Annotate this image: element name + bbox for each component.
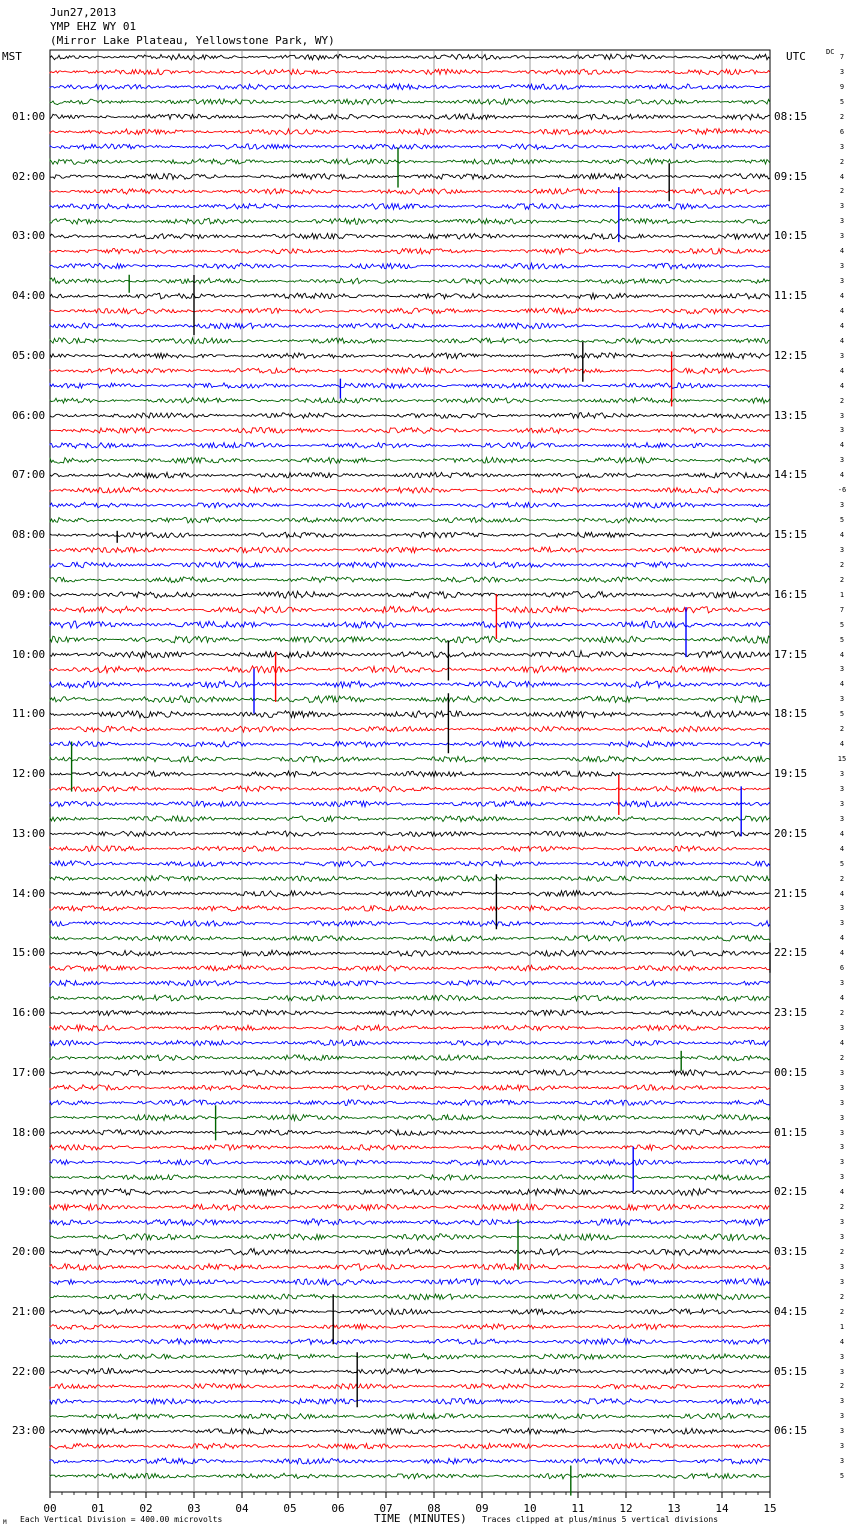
trace-line: [50, 1279, 770, 1286]
right-hour-label: 06:15: [774, 1424, 808, 1438]
trace-amplitude-number: 3: [839, 979, 845, 988]
trace-amplitude-number: 3: [839, 1277, 845, 1286]
trace-line: [50, 263, 770, 269]
left-hour-label: 13:00: [12, 826, 46, 840]
trace-line: [50, 159, 770, 165]
trace-amplitude-number: 2: [839, 1053, 845, 1062]
left-hour-label: 21:00: [12, 1304, 46, 1318]
trace-amplitude-number: 4: [839, 247, 845, 256]
x-tick-label: 11: [571, 1502, 585, 1515]
right-hour-label: 17:15: [774, 647, 808, 661]
trace-amplitude-number: 4: [839, 471, 845, 480]
trace-line: [50, 1428, 770, 1434]
trace-line: [50, 1458, 770, 1464]
trace-amplitude-number: 3: [839, 1113, 845, 1122]
right-hour-label: 02:15: [774, 1185, 808, 1199]
left-hour-label: 01:00: [12, 109, 46, 123]
trace-line: [50, 1324, 770, 1330]
trace-amplitude-number: 4: [839, 949, 845, 958]
trace-line: [50, 1175, 770, 1181]
trace-amplitude-number: 3: [839, 904, 845, 913]
trace-line: [50, 248, 770, 254]
x-axis-label: TIME (MINUTES): [374, 1512, 467, 1525]
left-hour-label: 07:00: [12, 468, 46, 482]
left-hour-label: 03:00: [12, 229, 46, 243]
trace-line: [50, 532, 770, 538]
trace-amplitude-number: 5: [839, 635, 845, 644]
trace-line: [50, 1159, 770, 1165]
trace-amplitude-number: 4: [839, 680, 845, 689]
trace-amplitude-number: 3: [839, 351, 845, 360]
trace-line: [50, 278, 770, 284]
trace-amplitude-number: 3: [839, 1143, 845, 1152]
trace-line: [50, 472, 770, 478]
x-tick-label: 09: [475, 1502, 489, 1515]
trace-amplitude-number: 5: [839, 516, 845, 525]
trace-amplitude-number: 2: [839, 1009, 845, 1017]
right-hour-label: 19:15: [774, 767, 808, 780]
trace-line: [50, 1040, 770, 1046]
trace-line: [50, 741, 770, 747]
trace-amplitude-number: 4: [839, 994, 845, 1003]
trace-amplitude-number: 2: [839, 560, 845, 569]
trace-amplitude-number: 5: [839, 1472, 845, 1481]
trace-line: [50, 965, 770, 971]
trace-amplitude-number: 3: [839, 501, 845, 510]
trace-amplitude-number: 3: [839, 665, 845, 674]
trace-amplitude-number: 2: [839, 575, 845, 584]
trace-amplitude-number: 3: [839, 262, 845, 271]
trace-amplitude-number: 3: [839, 426, 845, 435]
trace-line: [50, 1070, 770, 1076]
trace-amplitude-number: 2: [839, 874, 845, 883]
trace-amplitude-number: 4: [839, 292, 845, 300]
trace-amplitude-number: 3: [839, 1352, 845, 1361]
trace-line: [50, 1100, 770, 1106]
trace-amplitude-number: 3: [839, 1397, 845, 1406]
trace-amplitude-number: 4: [839, 934, 845, 943]
right-hour-label: 00:15: [774, 1065, 808, 1079]
x-tick-label: 02: [139, 1502, 153, 1515]
trace-line: [50, 950, 770, 956]
trace-amplitude-number: 2: [839, 1382, 845, 1391]
trace-line: [50, 1025, 770, 1031]
trace-amplitude-number: 3: [839, 456, 845, 465]
trace-amplitude-number: 1: [839, 590, 845, 599]
x-tick-label: 07: [379, 1502, 393, 1515]
trace-line: [50, 1055, 770, 1061]
left-hour-label: 20:00: [12, 1245, 46, 1258]
trace-amplitude-number: -6: [837, 486, 847, 495]
x-tick-label: 10: [523, 1502, 537, 1515]
trace-amplitude-number: 3: [839, 142, 845, 151]
trace-amplitude-number: 4: [839, 306, 845, 315]
trace-line: [50, 636, 770, 643]
trace-amplitude-number: 2: [839, 396, 845, 405]
right-hour-label: 21:15: [774, 886, 808, 900]
right-hour-label: 04:15: [774, 1304, 808, 1318]
trace-amplitude-number: 4: [839, 336, 845, 345]
trace-amplitude-number: 3: [839, 1412, 845, 1421]
trace-line: [50, 547, 770, 553]
trace-line: [50, 383, 770, 389]
trace-amplitude-number: 2: [839, 1203, 845, 1212]
trace-amplitude-number: 4: [839, 366, 845, 375]
trace-amplitude-number: 2: [839, 725, 845, 734]
right-hour-label: 13:15: [774, 408, 808, 422]
trace-amplitude-number: 4: [839, 172, 845, 181]
trace-line: [50, 1339, 770, 1345]
trace-amplitude-number: 3: [839, 411, 845, 420]
trace-line: [50, 681, 770, 688]
trace-amplitude-number: 5: [839, 859, 845, 868]
left-hour-label: 12:00: [12, 767, 46, 780]
right-hour-label: 20:15: [774, 826, 808, 840]
trace-line: [50, 413, 770, 419]
trace-line: [50, 114, 770, 120]
x-tick-label: 12: [619, 1502, 633, 1515]
left-hour-label: 04:00: [12, 289, 46, 302]
trace-line: [50, 1309, 770, 1315]
trace-line: [50, 726, 770, 732]
trace-line: [50, 502, 770, 508]
right-hour-label: 14:15: [774, 468, 808, 482]
record-date: Jun27,2013: [50, 6, 117, 19]
right-hour-label: 15:15: [774, 528, 808, 541]
x-tick-label: 13: [667, 1502, 681, 1515]
trace-amplitude-number: 2: [839, 1248, 845, 1256]
trace-amplitude-number: 6: [839, 964, 845, 973]
right-hour-label: 12:15: [774, 348, 808, 362]
trace-amplitude-number: 3: [839, 67, 845, 76]
right-hour-label: 11:15: [774, 289, 808, 302]
plot-frame: [50, 50, 770, 1492]
trace-amplitude-number: 4: [839, 889, 845, 898]
trace-line: [50, 174, 770, 180]
trace-line: [50, 1189, 770, 1196]
x-tick-label: 06: [331, 1502, 345, 1515]
dc-label: DC: [826, 48, 835, 56]
trace-line: [50, 606, 770, 613]
trace-amplitude-number: 4: [839, 381, 845, 390]
trace-line: [50, 936, 770, 942]
x-tick-label: 00: [43, 1502, 57, 1515]
left-axis-title: MST: [2, 50, 22, 63]
trace-line: [50, 443, 770, 449]
trace-line: [50, 1085, 770, 1091]
trace-line: [50, 786, 770, 792]
right-hour-label: 01:15: [774, 1125, 808, 1139]
trace-line: [50, 711, 770, 718]
trace-line: [50, 398, 770, 404]
trace-amplitude-number: 3: [839, 217, 845, 226]
trace-amplitude-number: 2: [839, 1292, 845, 1301]
x-tick-label: 14: [715, 1502, 729, 1515]
trace-amplitude-number: 3: [839, 799, 845, 808]
trace-amplitude-number: 4: [839, 1337, 845, 1346]
trace-amplitude-number: 3: [839, 1023, 845, 1032]
trace-amplitude-number: 3: [839, 1083, 845, 1092]
trace-line: [50, 189, 770, 195]
trace-amplitude-number: 3: [839, 1233, 845, 1242]
trace-line: [50, 144, 770, 150]
trace-line: [50, 801, 770, 807]
trace-line: [50, 562, 770, 568]
trace-line: [50, 517, 770, 523]
trace-line: [50, 1443, 770, 1449]
trace-line: [50, 1145, 770, 1151]
trace-amplitude-number: 5: [839, 97, 845, 106]
trace-line: [50, 1294, 770, 1300]
trace-line: [50, 458, 770, 464]
trace-amplitude-number: 3: [839, 695, 845, 704]
trace-line: [50, 1249, 770, 1256]
trace-line: [50, 1130, 770, 1136]
trace-amplitude-number: 3: [839, 1442, 845, 1451]
trace-amplitude-number: 4: [839, 1038, 845, 1047]
right-hour-label: 09:15: [774, 169, 808, 183]
left-hour-label: 09:00: [12, 587, 46, 601]
trace-line: [50, 99, 770, 105]
trace-line: [50, 906, 770, 912]
trace-line: [50, 816, 770, 822]
trace-line: [50, 218, 770, 224]
left-hour-label: 11:00: [12, 707, 46, 721]
x-tick-label: 15: [763, 1502, 777, 1515]
trace-amplitude-number: 3: [839, 1218, 845, 1227]
trace-line: [50, 338, 770, 344]
trace-amplitude-number: 3: [839, 1098, 845, 1107]
trace-line: [50, 621, 770, 628]
trace-line: [50, 921, 770, 927]
trace-line: [50, 696, 770, 703]
trace-amplitude-number: 3: [839, 545, 845, 554]
trace-line: [50, 771, 770, 777]
left-hour-label: 23:00: [12, 1424, 46, 1438]
trace-amplitude-number: 2: [839, 187, 845, 196]
trace-amplitude-number: 3: [839, 1173, 845, 1182]
station-location: (Mirror Lake Plateau, Yellowstone Park, WY): [50, 34, 335, 47]
trace-line: [50, 428, 770, 434]
trace-line: [50, 651, 770, 658]
left-hour-label: 15:00: [12, 946, 46, 960]
left-hour-label: 16:00: [12, 1006, 46, 1019]
trace-amplitude-number: 3: [839, 232, 845, 241]
trace-line: [50, 1369, 770, 1375]
trace-line: [50, 891, 770, 897]
trace-line: [50, 1264, 770, 1271]
trace-line: [50, 1234, 770, 1241]
trace-line: [50, 323, 770, 329]
trace-line: [50, 591, 770, 598]
left-hour-label: 05:00: [12, 348, 46, 362]
trace-amplitude-number: 9: [839, 82, 845, 91]
left-hour-label: 22:00: [12, 1364, 46, 1378]
left-hour-label: 17:00: [12, 1065, 46, 1079]
left-hour-label: 02:00: [12, 169, 46, 183]
trace-line: [50, 293, 770, 299]
trace-line: [50, 1473, 770, 1479]
trace-line: [50, 84, 770, 90]
trace-line: [50, 756, 770, 762]
trace-amplitude-number: 6: [839, 127, 845, 136]
trace-amplitude-number: 3: [839, 1068, 845, 1077]
trace-amplitude-number: 3: [839, 1262, 845, 1271]
corner-mark: M: [3, 1519, 7, 1526]
trace-amplitude-number: 3: [839, 784, 845, 793]
x-tick-label: 05: [283, 1502, 297, 1515]
trace-amplitude-number: 4: [839, 650, 845, 659]
trace-line: [50, 876, 770, 882]
trace-line: [50, 1413, 770, 1419]
trace-line: [50, 1010, 770, 1016]
trace-amplitude-number: 3: [839, 1427, 845, 1436]
trace-amplitude-number: 4: [839, 531, 845, 539]
trace-line: [50, 666, 770, 673]
trace-amplitude-number: 5: [839, 710, 845, 719]
trace-amplitude-number: 4: [839, 1188, 845, 1197]
trace-amplitude-number: 3: [839, 1158, 845, 1167]
trace-line: [50, 233, 770, 239]
scale-note: Each Vertical Division = 400.00 microvolts: [20, 1515, 223, 1524]
trace-line: [50, 1204, 770, 1211]
x-tick-label: 03: [187, 1502, 201, 1515]
left-hour-label: 08:00: [12, 528, 46, 541]
right-axis-title: UTC: [786, 50, 806, 63]
trace-line: [50, 1354, 770, 1360]
trace-line: [50, 980, 770, 986]
right-hour-label: 22:15: [774, 946, 808, 960]
trace-amplitude-number: 4: [839, 844, 845, 853]
trace-amplitude-number: 3: [839, 1457, 845, 1466]
x-tick-label: 01: [91, 1502, 105, 1515]
right-hour-label: 03:15: [774, 1245, 808, 1258]
trace-amplitude-number: 4: [839, 829, 845, 838]
right-hour-label: 08:15: [774, 109, 808, 123]
x-tick-label: 04: [235, 1502, 249, 1515]
trace-line: [50, 129, 770, 135]
left-hour-label: 14:00: [12, 886, 46, 900]
trace-line: [50, 1115, 770, 1121]
trace-amplitude-number: 7: [839, 605, 845, 614]
trace-line: [50, 487, 770, 493]
trace-amplitude-number: 7: [839, 53, 845, 61]
trace-amplitude-number: 3: [839, 202, 845, 211]
trace-amplitude-number: 3: [839, 277, 845, 286]
trace-line: [50, 1384, 770, 1390]
right-hour-label: 05:15: [774, 1364, 808, 1378]
trace-amplitude-number: 2: [839, 157, 845, 166]
trace-amplitude-number: 4: [839, 740, 845, 749]
trace-line: [50, 368, 770, 374]
trace-amplitude-number: 5: [839, 620, 845, 629]
trace-amplitude-number: 1: [839, 1322, 845, 1331]
right-hour-label: 10:15: [774, 229, 808, 243]
trace-line: [50, 831, 770, 837]
trace-amplitude-number: 3: [839, 1128, 845, 1137]
right-hour-label: 16:15: [774, 587, 808, 601]
trace-line: [50, 69, 770, 75]
clip-note: Traces clipped at plus/minus 5 vertical divisions: [482, 1515, 719, 1524]
trace-line: [50, 204, 770, 210]
trace-amplitude-number: 4: [839, 321, 845, 330]
trace-line: [50, 846, 770, 852]
trace-line: [50, 995, 770, 1001]
trace-line: [50, 1219, 770, 1226]
trace-amplitude-number: 2: [839, 1307, 845, 1316]
trace-line: [50, 353, 770, 359]
trace-amplitude-number: 2: [839, 112, 845, 121]
trace-line: [50, 577, 770, 583]
trace-line: [50, 308, 770, 314]
trace-amplitude-number: 4: [839, 441, 845, 450]
trace-line: [50, 54, 770, 60]
left-hour-label: 06:00: [12, 408, 46, 422]
trace-amplitude-number: 3: [839, 770, 845, 778]
right-hour-label: 18:15: [774, 707, 808, 721]
trace-amplitude-number: 15: [837, 755, 847, 764]
trace-line: [50, 1398, 770, 1404]
trace-amplitude-number: 3: [839, 919, 845, 928]
left-hour-label: 19:00: [12, 1185, 46, 1199]
trace-amplitude-number: 3: [839, 814, 845, 823]
station-code: YMP EHZ WY 01: [50, 20, 137, 33]
right-hour-label: 23:15: [774, 1006, 808, 1019]
x-tick-label: 08: [427, 1502, 441, 1515]
left-hour-label: 18:00: [12, 1125, 46, 1139]
left-hour-label: 10:00: [12, 647, 46, 661]
trace-amplitude-number: 3: [839, 1367, 845, 1376]
trace-line: [50, 861, 770, 867]
